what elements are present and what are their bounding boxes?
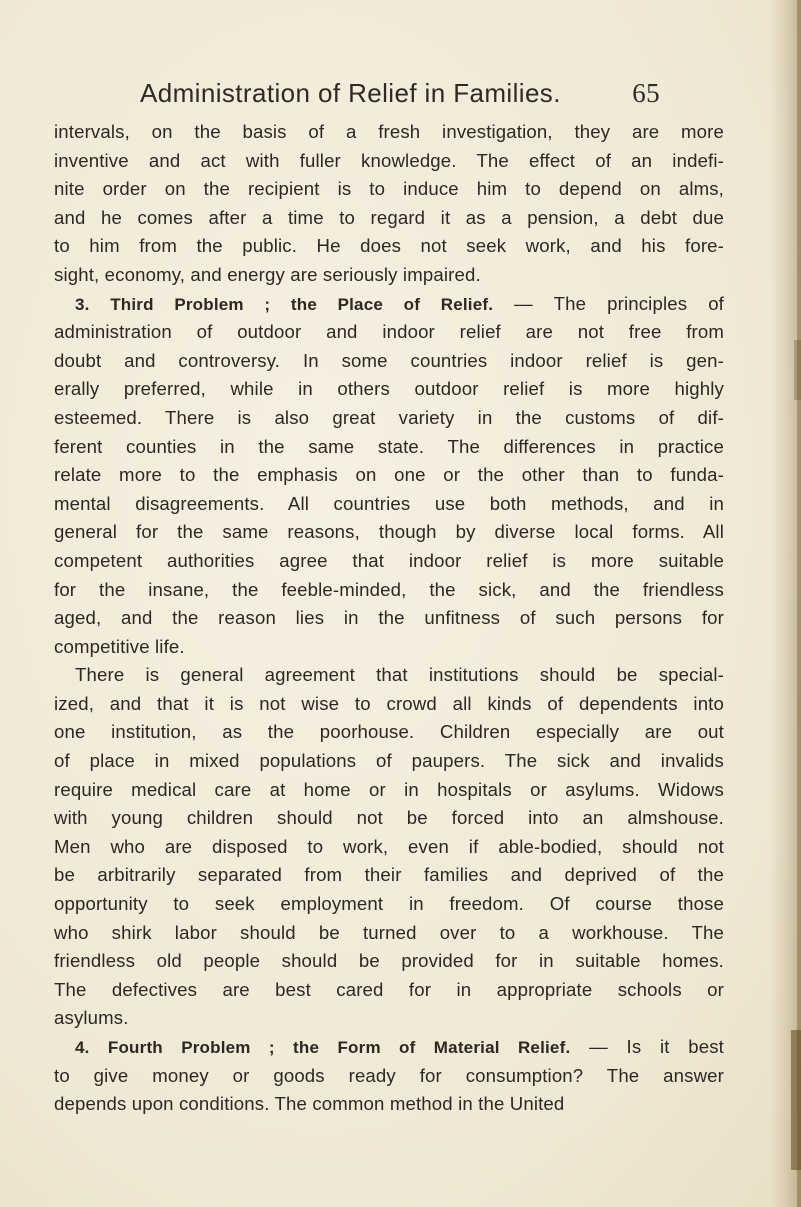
line-text: friendless old people should be provided for in suitable homes. bbox=[54, 950, 724, 972]
line-text: to give money or goods ready for consumption? The answer bbox=[54, 1064, 724, 1086]
line-text: to him from the public. He does not seek work, and his fore- bbox=[54, 235, 724, 257]
text-line bbox=[54, 232, 724, 261]
line-text: erally preferred, while in others outdoor relief is more highly bbox=[54, 378, 724, 400]
line-text: competent authorities agree that indoor relief is more suitable bbox=[54, 549, 724, 571]
text-line bbox=[54, 976, 724, 1005]
line-text: asylums. bbox=[54, 1007, 129, 1029]
text-line bbox=[54, 576, 724, 605]
text-line bbox=[54, 404, 724, 433]
line-text: administration of outdoor and indoor relief are not free from bbox=[54, 321, 724, 343]
body-text bbox=[54, 118, 724, 1119]
line-text: esteemed. There is also great variety in the customs of dif- bbox=[54, 406, 724, 428]
text-line bbox=[54, 604, 724, 633]
line-text: doubt and controversy. In some countries indoor relief is gen- bbox=[54, 349, 724, 371]
line-text: with young children should not be forced into an almshouse. bbox=[54, 807, 724, 829]
section-heading: 4. Fourth Problem ; the Form of Material Relief. bbox=[75, 1038, 571, 1057]
line-text: competitive life. bbox=[54, 635, 185, 657]
line-text: general for the same reasons, though by diverse local forms. All bbox=[54, 521, 724, 543]
text-line bbox=[54, 204, 724, 233]
text-line bbox=[54, 661, 724, 690]
text-line bbox=[54, 433, 724, 462]
text-line bbox=[54, 718, 724, 747]
line-text: require medical care at home or in hospitals or asylums. Widows bbox=[54, 778, 724, 800]
line-text: There is general agreement that institutions should be special- bbox=[75, 664, 724, 686]
page-edge-stain bbox=[791, 1030, 801, 1170]
line-text: sight, economy, and energy are seriously impaired. bbox=[54, 263, 481, 285]
text-line bbox=[54, 947, 724, 976]
text-line bbox=[54, 1004, 724, 1033]
page-edge-stain bbox=[794, 340, 801, 400]
line-text: aged, and the reason lies in the unfitness of such persons for bbox=[54, 607, 724, 629]
line-text: relate more to the emphasis on one or the other than to funda- bbox=[54, 464, 724, 486]
text-line bbox=[54, 490, 724, 519]
line-text: opportunity to seek employment in freedom. Of course those bbox=[54, 893, 724, 915]
text-line bbox=[54, 690, 724, 719]
text-line bbox=[54, 1062, 724, 1091]
section-heading: 3. Third Problem ; the Place of Relief. bbox=[75, 294, 494, 314]
line-text: be arbitrarily separated from their families and deprived of the bbox=[54, 864, 724, 886]
text-line bbox=[54, 919, 724, 948]
text-line bbox=[54, 518, 724, 547]
text-line bbox=[54, 1090, 724, 1119]
text-line bbox=[54, 375, 724, 404]
line-text: of place in mixed populations of paupers. The sick and invalids bbox=[54, 750, 724, 772]
text-line bbox=[54, 861, 724, 890]
line-text: ferent counties in the same state. The differences in practice bbox=[54, 435, 724, 457]
text-line bbox=[54, 547, 724, 576]
line-text: intervals, on the basis of a fresh investigation, they are more bbox=[54, 121, 724, 142]
text-line bbox=[54, 461, 724, 490]
text-line bbox=[54, 1033, 724, 1062]
line-text: nite order on the recipient is to induce him to depend on alms, bbox=[54, 178, 724, 200]
text-line bbox=[54, 175, 724, 204]
line-text: — The principles of bbox=[493, 292, 724, 314]
text-line bbox=[54, 318, 724, 347]
page-edge-shadow bbox=[797, 0, 801, 1207]
text-line bbox=[54, 776, 724, 805]
text-line bbox=[54, 890, 724, 919]
text-line bbox=[54, 118, 724, 147]
text-line bbox=[54, 804, 724, 833]
page-number: 65 bbox=[632, 78, 660, 108]
text-line bbox=[54, 833, 724, 862]
line-text: and he comes after a time to regard it as a pension, a debt due bbox=[54, 206, 724, 228]
line-text: Men who are disposed to work, even if able-bodied, should not bbox=[54, 835, 724, 857]
running-head-title: Administration of Relief in Families. bbox=[140, 78, 561, 108]
line-text: depends upon conditions. The common method in the United bbox=[54, 1093, 565, 1115]
line-text: — Is it best bbox=[570, 1036, 724, 1057]
line-text: The defectives are best cared for in appropriate schools or bbox=[54, 978, 724, 1000]
line-text: inventive and act with fuller knowledge. The effect of an indefi- bbox=[54, 149, 724, 171]
line-text: who shirk labor should be turned over to a workhouse. The bbox=[54, 921, 724, 943]
running-head bbox=[140, 78, 660, 109]
line-text: for the insane, the feeble-minded, the sick, and the friendless bbox=[54, 578, 724, 600]
line-text: mental disagreements. All countries use both methods, and in bbox=[54, 492, 724, 514]
text-line bbox=[54, 347, 724, 376]
line-text: ized, and that it is not wise to crowd all kinds of dependents into bbox=[54, 692, 724, 714]
text-line bbox=[54, 747, 724, 776]
text-line bbox=[54, 290, 724, 319]
line-text: one institution, as the poorhouse. Children especially are out bbox=[54, 721, 724, 743]
text-line bbox=[54, 147, 724, 176]
text-line bbox=[54, 633, 724, 662]
text-line bbox=[54, 261, 724, 290]
